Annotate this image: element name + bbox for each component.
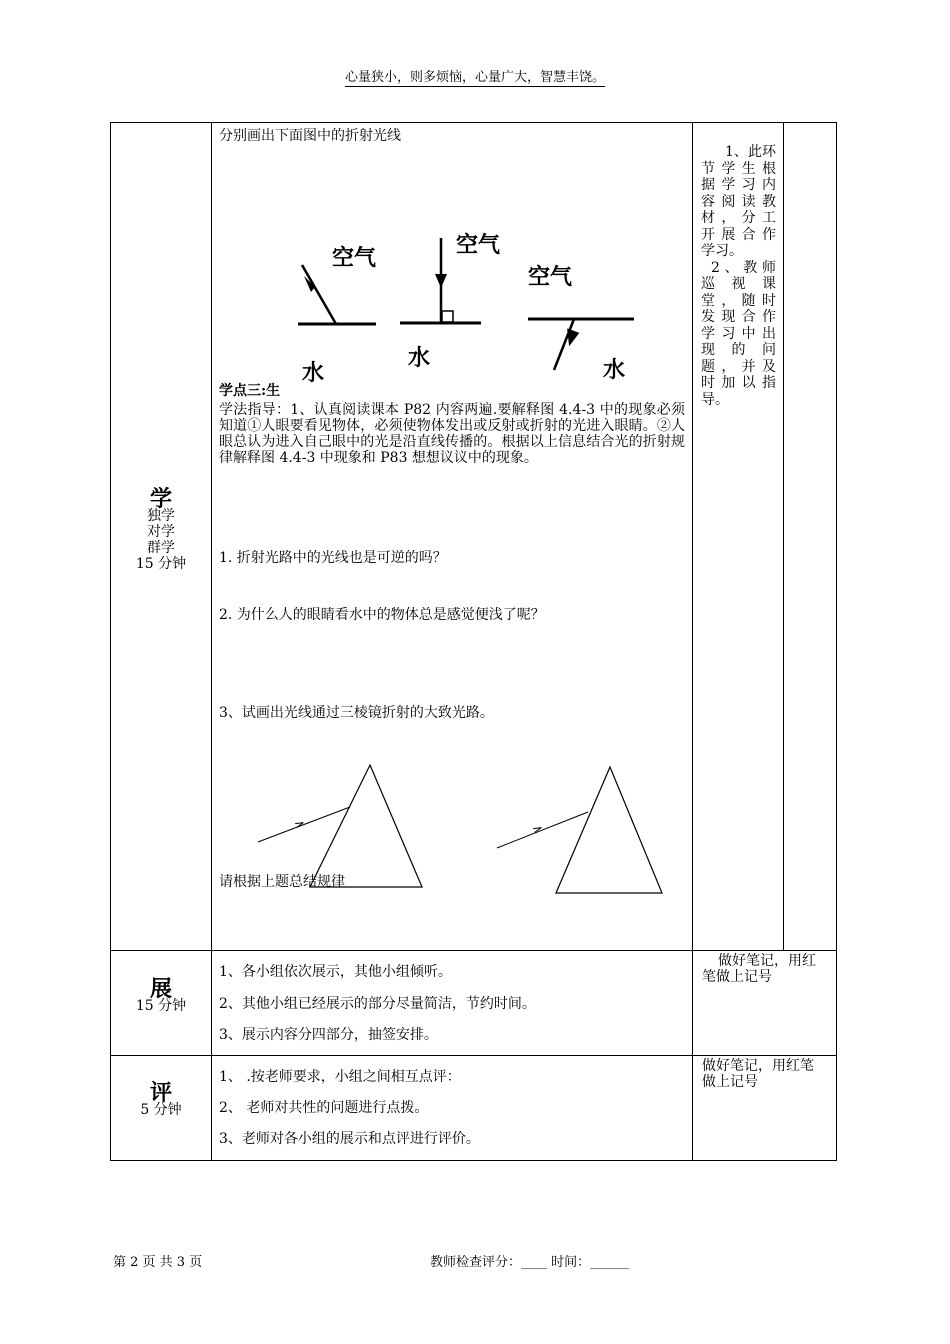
water-label-2: 水 bbox=[408, 346, 431, 371]
show-item-1: 1、各小组依次展示，其他小组倾听。 bbox=[219, 964, 452, 980]
show-time: 15 分钟 bbox=[135, 998, 187, 1014]
learn-line-2: 对学 bbox=[147, 524, 175, 540]
air-label-1: 空气 bbox=[332, 246, 377, 271]
prism-2-ray bbox=[497, 812, 588, 848]
learn-stage-label bbox=[112, 487, 210, 572]
question-3: 3、试画出光线通过三棱镜折射的大致光路。 bbox=[219, 705, 494, 721]
header-motto: 心量狭小，则多烦恼，心量广大，智慧丰饶。 bbox=[344, 70, 605, 85]
question-1: 1. 折射光路中的光线也是可逆的吗？ bbox=[219, 550, 447, 566]
show-note-line-1: 做好笔记，用红 bbox=[718, 953, 816, 969]
prism-2-ray-arrow bbox=[533, 826, 542, 833]
air-label-3: 空气 bbox=[528, 265, 573, 290]
footer-teacher-check: 教师检查评分：____ 时间：______ bbox=[430, 1255, 630, 1270]
eval-item-3: 3、老师对各小组的展示和点评进行评价。 bbox=[219, 1131, 480, 1147]
learn-line-3: 群学 bbox=[147, 540, 175, 556]
prism-1 bbox=[310, 765, 422, 887]
table-border-bottom bbox=[110, 1160, 837, 1161]
table-border-left bbox=[110, 122, 111, 1161]
table-row-divider-1 bbox=[110, 950, 837, 951]
refraction-diagrams bbox=[212, 228, 682, 388]
incident-ray-1 bbox=[302, 265, 336, 324]
table-row-divider-2 bbox=[110, 1055, 837, 1056]
learn-big-char: 学 bbox=[149, 487, 172, 512]
eval-item-1: 1、 .按老师要求，小组之间相互点评： bbox=[219, 1069, 461, 1085]
show-stage-label bbox=[112, 977, 210, 1014]
water-label-3: 水 bbox=[603, 358, 626, 383]
learn-line-1: 独学 bbox=[147, 508, 175, 524]
air-label-2: 空气 bbox=[456, 233, 501, 258]
table-col-divider-3 bbox=[783, 122, 784, 950]
task-title: 分别画出下面图中的折射光线 bbox=[219, 128, 401, 144]
eval-big-char: 评 bbox=[149, 1081, 172, 1106]
learn-line-4: 15 分钟 bbox=[135, 556, 187, 572]
eval-note-line-1: 做好笔记，用红笔 bbox=[702, 1058, 814, 1074]
show-note-line-2: 笔做上记号 bbox=[702, 969, 772, 985]
eval-stage-label bbox=[112, 1081, 210, 1118]
prism-1-ray bbox=[258, 807, 350, 842]
teacher-note-learn: 1、此环 节学生根 据学习内 容阅读教 材，分工 开展合作 学习。 2、教师 巡视课 堂，随时 发现合作 学习中出 现的问 题，并及 时加以指 导。 bbox=[701, 144, 776, 408]
learning-point-title: 学点三:生 bbox=[219, 383, 281, 399]
question-2: 2. 为什么人的眼睛看水中的物体总是感觉便浅了呢？ bbox=[219, 607, 545, 623]
summary-prompt: 请根据上题总结规律 bbox=[219, 874, 345, 890]
incident-ray-2-arrow bbox=[435, 274, 447, 288]
table-border-right bbox=[836, 122, 837, 1161]
show-item-2: 2、其他小组已经展示的部分尽量简洁，节约时间。 bbox=[219, 996, 536, 1012]
prism-2 bbox=[556, 767, 662, 893]
footer-page-number: 第 2 页 共 3 页 bbox=[113, 1255, 203, 1270]
table-border-top bbox=[110, 122, 837, 123]
eval-time: 5 分钟 bbox=[140, 1102, 182, 1118]
eval-note-line-2: 做上记号 bbox=[702, 1074, 758, 1090]
incident-ray-3 bbox=[554, 319, 574, 370]
eval-item-2: 2、 老师对共性的问题进行点拨。 bbox=[219, 1100, 429, 1116]
learning-guide: 学法指导：1、认真阅读课本 P82 内容两遍.要解释图 4.4-3 中的现象必须知道①人眼要看见物体，必须使物体发出或反射或折射的光进入眼睛。②人眼总认为进入自己眼中的光是沿直线传播的。根据以上信息结合光的折射规律解释图 4.4-3 中现象和 P83 想想议议中的现象。 bbox=[219, 402, 685, 466]
show-big-char: 展 bbox=[149, 977, 172, 1002]
right-angle-mark bbox=[442, 311, 453, 322]
water-label-1: 水 bbox=[302, 361, 325, 386]
show-item-3: 3、展示内容分四部分，抽签安排。 bbox=[219, 1027, 438, 1043]
table-col-divider-2 bbox=[692, 122, 693, 1161]
